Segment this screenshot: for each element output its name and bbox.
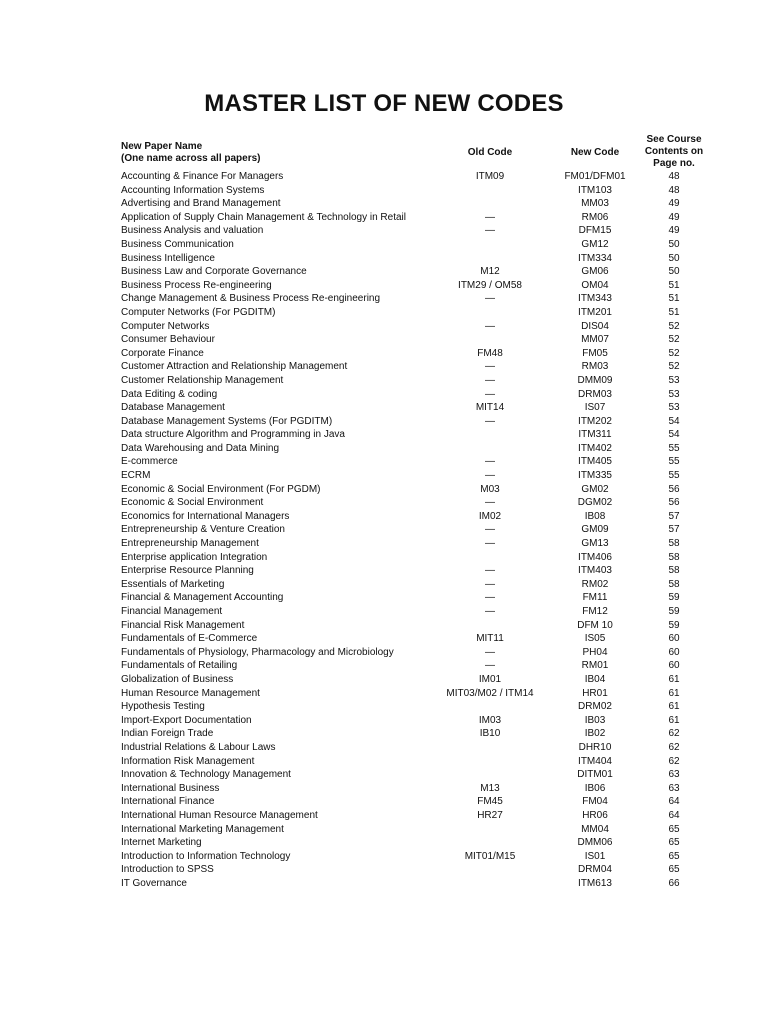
table-row [0,768,768,782]
page-no-cell: 53 [668,388,680,400]
page-no-cell: 61 [668,687,680,699]
header-page-line3: Page no. [653,158,695,169]
paper-name-cell: Business Analysis and valuation [121,225,264,237]
new-code-cell: ITM613 [578,877,612,889]
paper-name-cell: Data Editing & coding [121,388,218,400]
paper-name-cell: Economic & Social Environment (For PGDM) [121,483,321,495]
page-no-cell: 53 [668,374,680,386]
new-code-cell: DRM02 [578,701,612,713]
page-no-cell: 65 [668,850,680,862]
paper-name-cell: Indian Foreign Trade [121,728,214,740]
paper-name-cell: Industrial Relations & Labour Laws [121,741,276,753]
old-code-cell: IM01 [478,673,502,685]
old-code-cell: — [485,592,495,604]
new-code-cell: IS05 [584,633,606,645]
old-code-cell: — [485,320,495,332]
table-row [0,537,768,551]
paper-name-cell: Introduction to SPSS [121,864,214,876]
new-code-cell: ITM202 [578,415,612,427]
page-no-cell: 48 [668,171,680,182]
table-row [0,632,768,646]
table-row [0,659,768,673]
paper-name-cell: Internet Marketing [121,837,202,849]
table-row [0,564,768,578]
new-code-cell: GM13 [581,538,609,550]
table-row [0,646,768,660]
old-code-cell: — [485,470,495,482]
page-no-cell: 52 [668,347,680,359]
old-code-cell: MIT14 [475,402,505,414]
table-row [0,727,768,741]
page-no-cell: 62 [668,741,680,753]
new-code-cell: DFM15 [578,225,612,237]
new-code-cell: IB08 [584,510,606,522]
paper-name-cell: Customer Relationship Management [121,374,284,386]
page-no-cell: 52 [668,334,680,346]
table-row [0,496,768,510]
paper-name-cell: Human Resource Management [121,687,260,699]
page-no-cell: 48 [668,184,680,196]
paper-name-cell: International Finance [121,796,215,808]
page-no-cell: 56 [668,483,680,495]
table-row [0,605,768,619]
page-no-cell: 60 [668,660,680,672]
old-code-cell: — [485,646,495,658]
paper-name-cell: Import-Export Documentation [121,714,252,726]
page-no-cell: 52 [668,320,680,332]
paper-name-cell: International Marketing Management [121,823,284,835]
table-row [0,823,768,837]
page-no-cell: 55 [668,470,680,482]
new-code-cell: MM07 [581,334,609,346]
page-no-cell: 55 [668,456,680,468]
old-code-cell: M13 [480,782,500,794]
new-code-cell: FM01/DFM01 [564,171,626,182]
new-code-cell: DIS04 [581,320,609,332]
paper-name-cell: Data Warehousing and Data Mining [121,442,280,454]
table-row [0,428,768,442]
page-no-cell: 58 [668,565,680,577]
old-code-cell: — [485,415,495,427]
old-code-cell: ITM29 / OM58 [458,279,522,291]
paper-name-cell: Essentials of Marketing [121,578,225,590]
paper-name-cell: Entrepreneurship Management [121,538,259,550]
page-no-cell: 65 [668,837,680,849]
new-code-cell: ITM334 [578,252,612,264]
new-code-cell: ITM405 [578,456,612,468]
old-code-cell: ITM09 [475,171,505,182]
page-no-cell: 56 [668,497,680,509]
old-code-cell: — [485,211,495,223]
table-row [0,306,768,320]
new-code-cell: MM03 [581,198,609,210]
new-code-cell: FM04 [582,796,608,808]
page-no-cell: 63 [668,782,680,794]
header-page-line2: Contents on [644,146,704,157]
paper-name-cell: Information Risk Management [121,755,255,767]
old-code-cell: HR27 [477,809,503,821]
new-code-cell: DGM02 [577,497,613,509]
table-row [0,523,768,537]
new-code-cell: RM06 [581,211,609,223]
old-code-cell: — [485,606,495,617]
page-no-cell: 58 [668,538,680,550]
table-row [0,673,768,687]
paper-name-cell: Advertising and Brand Management [121,198,281,210]
table-row [0,510,768,524]
new-code-cell: DRM03 [578,388,612,400]
table-row [0,224,768,238]
old-code-cell: MIT01/M15 [464,850,516,862]
old-code-cell: — [485,361,495,373]
old-code-cell: IB10 [479,728,501,740]
page-no-cell: 66 [668,877,680,889]
page-no-cell: 50 [668,266,680,278]
new-code-cell: RM03 [581,361,609,373]
paper-name-cell: Globalization of Business [121,673,234,685]
new-code-cell: IB04 [584,673,606,685]
paper-name-cell: Economics for International Managers [121,510,290,522]
table-row [0,388,768,402]
table-row [0,211,768,225]
table-row [0,700,768,714]
old-code-cell: — [485,225,495,237]
new-code-cell: IS07 [584,402,606,414]
paper-name-cell: Enterprise application Integration [121,551,268,563]
new-code-cell: DMM09 [577,374,613,386]
table-row [0,619,768,633]
table-row [0,809,768,823]
paper-name-cell: Fundamentals of Physiology, Pharmacology and Microbiology [121,646,394,658]
table-row [0,455,768,469]
old-code-cell: IM03 [478,714,502,726]
page-no-cell: 51 [668,293,680,305]
new-code-cell: ITM404 [578,755,612,767]
header-page-no [628,134,720,170]
old-code-cell: — [485,497,495,509]
table-row [0,836,768,850]
table-row [0,578,768,592]
page-no-cell: 53 [668,402,680,414]
paper-name-cell: Computer Networks (For PGDITM) [121,306,276,318]
page-no-cell: 61 [668,714,680,726]
page-no-cell: 51 [668,306,680,318]
new-code-cell: ITM311 [578,429,612,441]
paper-name-cell: ECRM [121,470,151,482]
page-no-cell: 49 [668,198,680,210]
new-code-cell: GM12 [581,238,609,250]
page-no-cell: 63 [668,769,680,781]
page-no-cell: 57 [668,524,680,536]
paper-name-cell: Business Law and Corporate Governance [121,266,307,278]
page-no-cell: 60 [668,646,680,658]
table-row [0,551,768,565]
header-page-line1: See Course [646,134,702,145]
old-code-cell: — [485,578,495,590]
page-no-cell: 65 [668,864,680,876]
new-code-cell: IB06 [584,782,606,794]
table-row [0,360,768,374]
page-no-cell: 55 [668,442,680,454]
page-no-cell: 50 [668,238,680,250]
paper-name-cell: Entrepreneurship & Venture Creation [121,524,285,536]
header-new-code: New Code [570,147,620,158]
table-row [0,197,768,211]
new-code-cell: RM01 [581,660,609,672]
paper-name-cell: Fundamentals of E-Commerce [121,633,258,645]
table-row [0,795,768,809]
old-code-cell: — [485,538,495,550]
page-no-cell: 58 [668,551,680,563]
table-row [0,877,768,891]
page-no-cell: 59 [668,606,680,617]
table-row [0,347,768,361]
paper-name-cell: Database Management [121,402,225,414]
table-row [0,591,768,605]
header-paper-name [121,141,261,165]
table-row [0,292,768,306]
page-no-cell: 59 [668,592,680,604]
paper-name-cell: Customer Attraction and Relationship Management [121,361,348,373]
page-no-cell: 57 [668,510,680,522]
table-row [0,265,768,279]
page-no-cell: 61 [668,701,680,713]
new-code-cell: RM02 [581,578,609,590]
table-row [0,415,768,429]
page-no-cell: 64 [668,809,680,821]
paper-name-cell: Economic & Social Environment [121,497,264,509]
codes-table [0,170,768,890]
new-code-cell: GM02 [581,483,609,495]
page-no-cell: 54 [668,415,680,427]
paper-name-cell: Accounting Information Systems [121,184,265,196]
new-code-cell: FM12 [582,606,608,617]
table-row [0,374,768,388]
new-code-cell: GM09 [581,524,609,536]
old-code-cell: — [485,388,495,400]
table-row [0,469,768,483]
table-row [0,401,768,415]
page-no-cell: 52 [668,361,680,373]
paper-name-cell: Corporate Finance [121,347,204,359]
new-code-cell: ITM406 [578,551,612,563]
table-row [0,170,768,184]
table-row [0,320,768,334]
paper-name-cell: Accounting & Finance For Managers [121,171,284,182]
paper-name-cell: Computer Networks [121,320,210,332]
table-row [0,442,768,456]
old-code-cell: FM45 [477,796,503,808]
new-code-cell: ITM335 [578,470,612,482]
page-no-cell: 60 [668,633,680,645]
page-no-cell: 51 [668,279,680,291]
table-row [0,863,768,877]
paper-name-cell: Database Management Systems (For PGDITM) [121,415,333,427]
page-no-cell: 49 [668,211,680,223]
paper-name-cell: IT Governance [121,877,187,889]
old-code-cell: — [485,293,495,305]
table-row [0,483,768,497]
page-no-cell: 54 [668,429,680,441]
paper-name-cell: Business Process Re-engineering [121,279,272,291]
new-code-cell: ITM343 [578,293,612,305]
header-paper-name-line1: New Paper Name [121,141,203,152]
header-paper-name-line2: (One name across all papers) [121,153,261,164]
page-no-cell: 58 [668,578,680,590]
new-code-cell: ITM402 [578,442,612,454]
old-code-cell: IM02 [478,510,502,522]
paper-name-cell: Change Management & Business Process Re-engineering [121,293,381,305]
page-no-cell: 62 [668,728,680,740]
paper-name-cell: Enterprise Resource Planning [121,565,254,577]
page-no-cell: 49 [668,225,680,237]
paper-name-cell: Business Communication [121,238,234,250]
new-code-cell: FM11 [582,592,608,604]
paper-name-cell: Financial Management [121,606,223,617]
old-code-cell: MIT03/M02 / ITM14 [446,687,534,699]
page-no-cell: 65 [668,823,680,835]
new-code-cell: GM06 [581,266,609,278]
page-no-cell: 59 [668,619,680,631]
paper-name-cell: Introduction to Information Technology [121,850,291,862]
paper-name-cell: Innovation & Technology Management [121,769,291,781]
table-row [0,755,768,769]
old-code-cell: — [485,456,495,468]
paper-name-cell: Application of Supply Chain Management & Technology in Retail [121,211,406,223]
old-code-cell: — [485,374,495,386]
new-code-cell: DFM 10 [577,619,613,631]
new-code-cell: ITM103 [578,184,612,196]
table-row [0,714,768,728]
table-row [0,687,768,701]
new-code-cell: DITM01 [577,769,613,781]
page-no-cell: 61 [668,673,680,685]
table-row [0,184,768,198]
old-code-cell: M12 [480,266,500,278]
page-no-cell: 50 [668,252,680,264]
paper-name-cell: International Business [121,782,220,794]
paper-name-cell: Hypothesis Testing [121,701,205,713]
old-code-cell: MIT11 [476,633,504,645]
old-code-cell: — [485,565,495,577]
paper-name-cell: E-commerce [121,456,178,468]
new-code-cell: IB03 [584,714,606,726]
table-row [0,782,768,796]
new-code-cell: FM05 [582,347,608,359]
new-code-cell: HR01 [582,687,608,699]
new-code-cell: DHR10 [578,741,612,753]
paper-name-cell: Financial Risk Management [121,619,245,631]
new-code-cell: HR06 [582,809,608,821]
paper-name-cell: Business Intelligence [121,252,215,264]
old-code-cell: FM48 [477,347,503,359]
page-title: MASTER LIST OF NEW CODES [204,90,564,117]
paper-name-cell: Financial & Management Accounting [121,592,284,604]
table-row [0,279,768,293]
table-row [0,252,768,266]
paper-name-cell: Consumer Behaviour [121,334,215,346]
new-code-cell: MM04 [581,823,609,835]
new-code-cell: DRM04 [578,864,612,876]
new-code-cell: IS01 [584,850,606,862]
table-row [0,238,768,252]
table-row [0,333,768,347]
old-code-cell: — [485,660,495,672]
header-old-code: Old Code [467,147,513,158]
page-no-cell: 62 [668,755,680,767]
page-no-cell: 64 [668,796,680,808]
new-code-cell: IB02 [584,728,606,740]
table-row [0,741,768,755]
paper-name-cell: Data structure Algorithm and Programming in Java [121,429,345,441]
new-code-cell: OM04 [581,279,609,291]
old-code-cell: M03 [480,483,500,495]
paper-name-cell: International Human Resource Management [121,809,318,821]
new-code-cell: DMM06 [577,837,613,849]
new-code-cell: ITM201 [578,306,612,318]
paper-name-cell: Fundamentals of Retailing [121,660,238,672]
old-code-cell: — [485,524,495,536]
table-row [0,850,768,864]
new-code-cell: PH04 [582,646,608,658]
new-code-cell: ITM403 [578,565,612,577]
